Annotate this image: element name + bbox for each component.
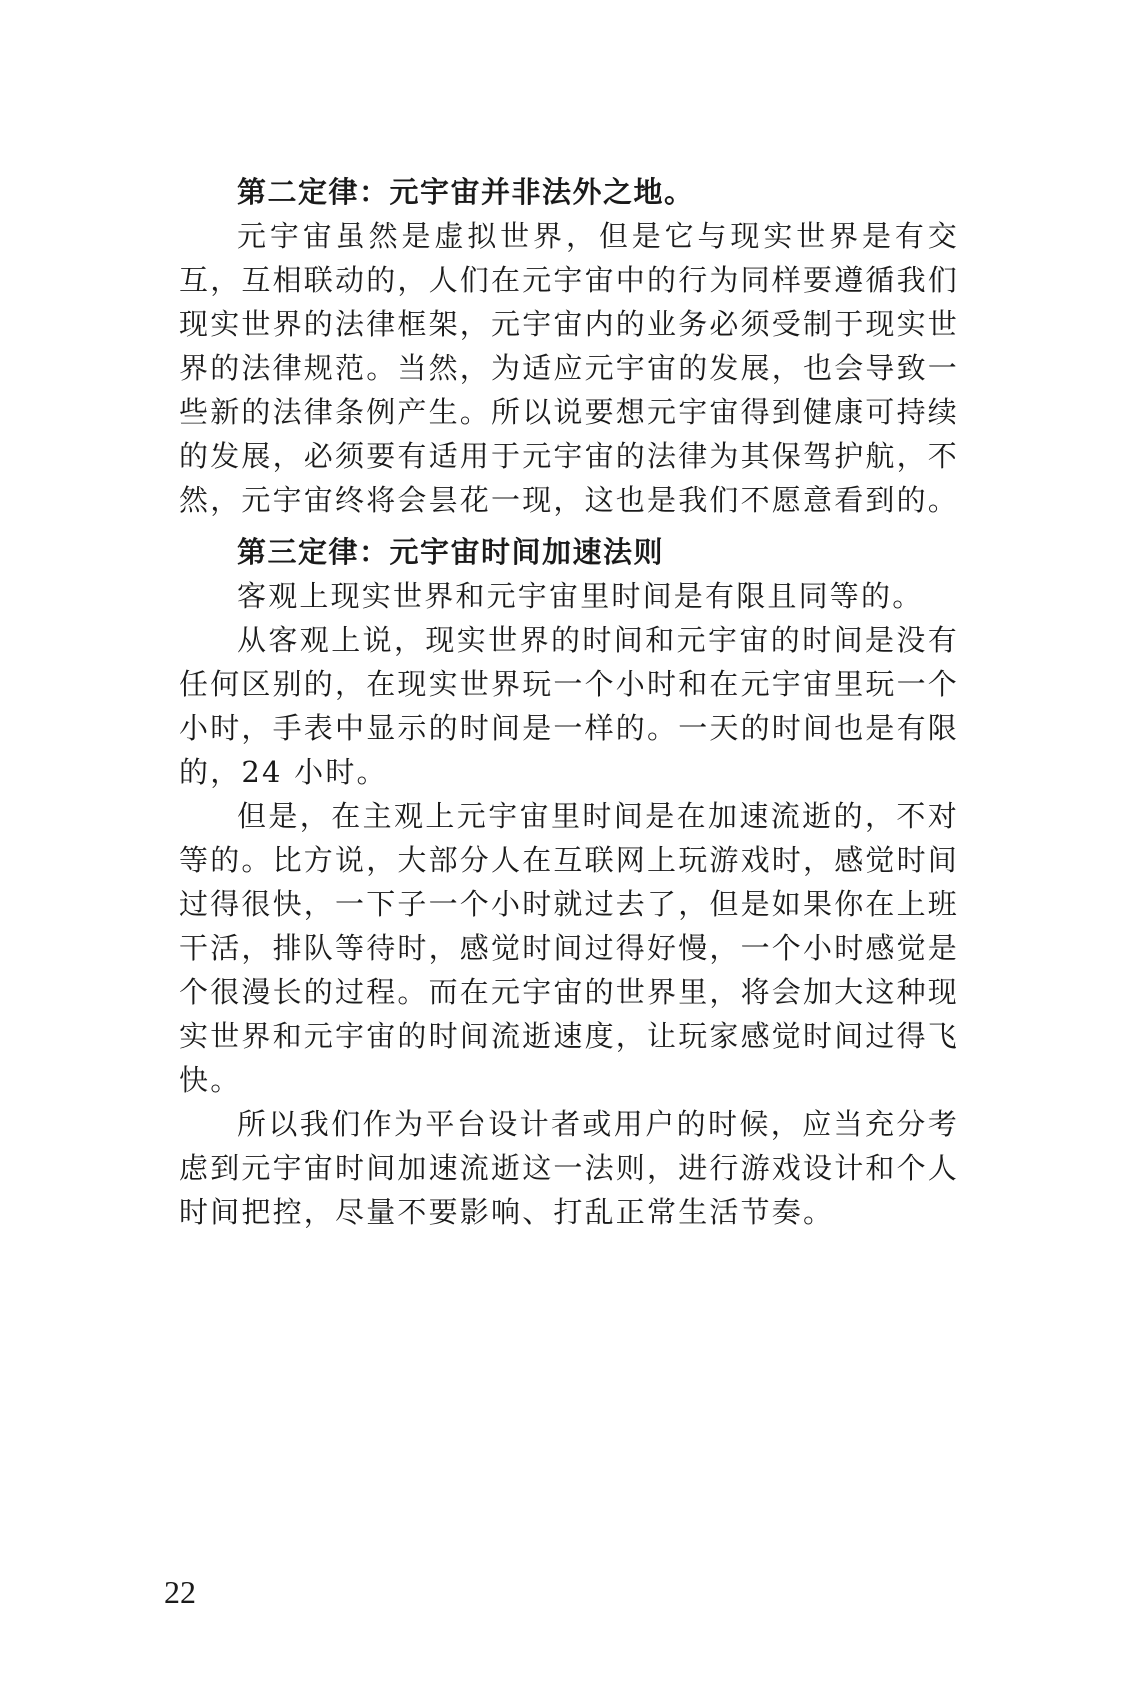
paragraph: 元宇宙虽然是虚拟世界，但是它与现实世界是有交互，互相联动的，人们在元宇宙中的行为同样要遵循我们现实世界的法律框架，元宇宙内的业务必须受制于现实世界的法律规范。当然，为适应元宇宙的发展，也会导致一些新的法律条例产生。所以说要想元宇宙得到健康可持续的发展，必须要有适用于元宇宙的法律为其保驾护航，不然，元宇宙终将会昙花一现，这也是我们不愿意看到的。: [179, 219, 960, 517]
section-heading: 第二定律：元宇宙并非法外之地。: [237, 175, 695, 209]
section-heading: 第三定律：元宇宙时间加速法则: [237, 535, 665, 569]
paragraph: 所以我们作为平台设计者或用户的时候，应当充分考虑到元宇宙时间加速流逝这一法则，进行游戏设计和个人时间把控，尽量不要影响、打乱正常生活节奏。: [179, 1107, 960, 1229]
section-third-law: [179, 530, 959, 1234]
paragraph: 客观上现实世界和元宇宙里时间是有限且同等的。: [237, 579, 924, 613]
paragraph: 但是，在主观上元宇宙里时间是在加速流逝的，不对等的。比方说，大部分人在互联网上玩游戏时，感觉时间过得很快，一下子一个小时就过去了，但是如果你在上班干活，排队等待时，感觉时间过得好慢，一个小时感觉是个很漫长的过程。而在元宇宙的世界里，将会加大这种现实世界和元宇宙的时间流逝速度，让玩家感觉时间过得飞快。: [179, 799, 960, 1097]
paragraph: 从客观上说，现实世界的时间和元宇宙的时间是没有任何区别的，在现实世界玩一个小时和在元宇宙里玩一个小时，手表中显示的时间是一样的。一天的时间也是有限的，24 小时。: [179, 623, 960, 789]
page-number: 22: [164, 1574, 196, 1610]
section-second-law: [179, 170, 959, 522]
